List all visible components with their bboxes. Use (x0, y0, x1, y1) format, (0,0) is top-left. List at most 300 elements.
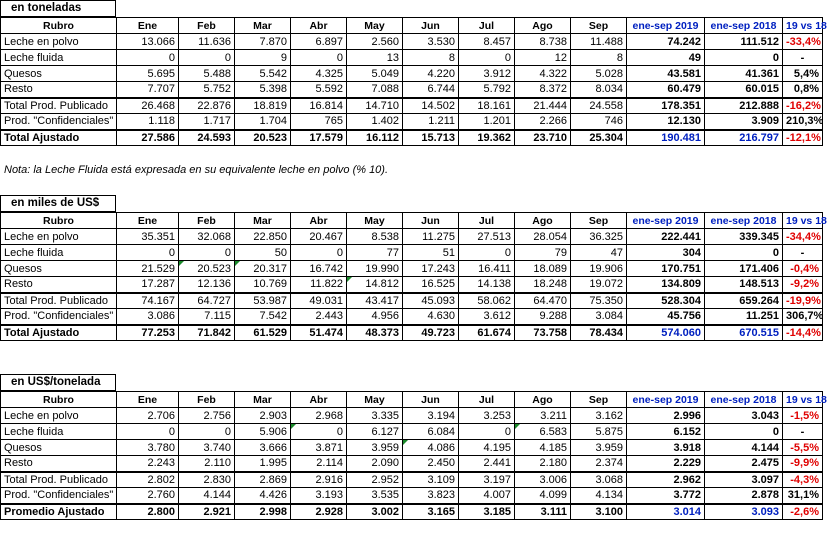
table-cell: 17.243 (403, 261, 459, 277)
table-cell: -2,6% (783, 504, 823, 520)
table-cell: 31,1% (783, 488, 823, 504)
table-row (1, 325, 823, 341)
table-cell: 3.014 (627, 504, 705, 520)
table-cell: 13 (347, 50, 403, 66)
table-cell: 12.130 (627, 114, 705, 130)
table-cell: -14,4% (783, 325, 823, 341)
table-cell: 73.758 (515, 325, 571, 341)
table-cell: 2.090 (347, 456, 403, 472)
table-cell: 4.144 (705, 440, 783, 456)
table-cell: -33,4% (783, 34, 823, 50)
table-cell: 0 (459, 424, 515, 440)
column-header: 19 vs 18 (783, 18, 823, 34)
table-cell: 3.253 (459, 408, 515, 424)
table-cell: 5.695 (117, 66, 179, 82)
table-cell: 45.093 (403, 293, 459, 309)
table-cell: 3.002 (347, 504, 403, 520)
table-cell: 8 (403, 50, 459, 66)
table-cell: 3.612 (459, 309, 515, 325)
row-label: Quesos (1, 66, 117, 82)
column-header: Ago (515, 18, 571, 34)
table-cell: 2.450 (403, 456, 459, 472)
table-cell: 5.049 (347, 66, 403, 82)
table-cell: 77 (347, 245, 403, 261)
table-cell: 6.127 (347, 424, 403, 440)
table-cell: 49.723 (403, 325, 459, 341)
section-title: en miles de US$ (0, 195, 116, 212)
row-label: Total Ajustado (1, 130, 117, 146)
column-header: May (347, 392, 403, 408)
table-cell: 23.710 (515, 130, 571, 146)
table-cell: 6.744 (403, 82, 459, 98)
table-cell: 2.180 (515, 456, 571, 472)
table-cell: 8.372 (515, 82, 571, 98)
table-cell: 48.373 (347, 325, 403, 341)
table-cell: 0 (117, 424, 179, 440)
table-cell: 111.512 (705, 34, 783, 50)
table-cell: 212.888 (705, 98, 783, 114)
table-cell: 4.099 (515, 488, 571, 504)
table-cell: 2.921 (179, 504, 235, 520)
column-header: Ene (117, 213, 179, 229)
table-cell: 21.444 (515, 98, 571, 114)
table-cell: 4.134 (571, 488, 627, 504)
table-cell: 22.850 (235, 229, 291, 245)
table-cell: 12 (515, 50, 571, 66)
column-header: ene-sep 2019 (627, 18, 705, 34)
table-cell: 3.959 (571, 440, 627, 456)
table-cell: 3.093 (705, 504, 783, 520)
table-cell: 746 (571, 114, 627, 130)
table-cell: 5,4% (783, 66, 823, 82)
column-header: Mar (235, 392, 291, 408)
row-label: Resto (1, 456, 117, 472)
table-cell: 2.756 (179, 408, 235, 424)
table-cell: 2.800 (117, 504, 179, 520)
table-cell: 2.869 (235, 472, 291, 488)
column-header: Abr (291, 18, 347, 34)
table-row (1, 277, 823, 293)
table-cell: 51.474 (291, 325, 347, 341)
table-cell: 765 (291, 114, 347, 130)
table-cell: 11.488 (571, 34, 627, 50)
table-cell: 0 (179, 50, 235, 66)
column-header: Sep (571, 213, 627, 229)
table-cell: 1.704 (235, 114, 291, 130)
table-cell: 61.674 (459, 325, 515, 341)
table-cell: -12,1% (783, 130, 823, 146)
table-cell: 0 (459, 50, 515, 66)
row-label: Total Prod. Publicado (1, 472, 117, 488)
table-cell: 3.086 (117, 309, 179, 325)
table-cell: 2.243 (117, 456, 179, 472)
header-row (1, 18, 823, 34)
table-cell: 75.350 (571, 293, 627, 309)
table-row (1, 456, 823, 472)
table-cell: 1.402 (347, 114, 403, 130)
column-header: Rubro (1, 213, 117, 229)
table-cell: 1.118 (117, 114, 179, 130)
section-title: en toneladas (0, 0, 116, 17)
table-cell: 2.998 (235, 504, 291, 520)
table-cell: 16.411 (459, 261, 515, 277)
table-row (1, 98, 823, 114)
row-label: Total Ajustado (1, 325, 117, 341)
table-cell: 3.211 (515, 408, 571, 424)
table-cell: 6.084 (403, 424, 459, 440)
table-miles-usd (0, 212, 827, 341)
table-cell: 178.351 (627, 98, 705, 114)
table-cell: -34,4% (783, 229, 823, 245)
table-cell: 1.717 (179, 114, 235, 130)
table-cell: 7.870 (235, 34, 291, 50)
table-cell: 2.878 (705, 488, 783, 504)
table-cell: 5.906 (235, 424, 291, 440)
table-cell: 9.288 (515, 309, 571, 325)
table-cell: -4,3% (783, 472, 823, 488)
table-cell: -1,5% (783, 408, 823, 424)
table-cell: 21.529 (117, 261, 179, 277)
table-cell: 3.006 (515, 472, 571, 488)
table-row (1, 504, 823, 520)
table-cell: 2.968 (291, 408, 347, 424)
table-cell: 528.304 (627, 293, 705, 309)
column-header: Rubro (1, 18, 117, 34)
table-cell: 3.068 (571, 472, 627, 488)
table-cell: 7.088 (347, 82, 403, 98)
table-cell: 2.114 (291, 456, 347, 472)
table-cell: 58.062 (459, 293, 515, 309)
table-cell: 4.426 (235, 488, 291, 504)
table-cell: 6.897 (291, 34, 347, 50)
table-cell: 4.185 (515, 440, 571, 456)
table-cell: 20.523 (235, 130, 291, 146)
table-cell: 5.592 (291, 82, 347, 98)
table-cell: 134.809 (627, 277, 705, 293)
table-cell: 148.513 (705, 277, 783, 293)
row-label: Leche fluida (1, 245, 117, 261)
table-row (1, 293, 823, 309)
table-cell: 49 (627, 50, 705, 66)
table-cell: 4.322 (515, 66, 571, 82)
table-cell: 19.906 (571, 261, 627, 277)
column-header: ene-sep 2018 (705, 18, 783, 34)
table-cell: 11.275 (403, 229, 459, 245)
column-header: Feb (179, 392, 235, 408)
table-cell: 670.515 (705, 325, 783, 341)
table-row (1, 50, 823, 66)
table-cell: -0,4% (783, 261, 823, 277)
table-cell: - (783, 245, 823, 261)
table-cell: 3.909 (705, 114, 783, 130)
column-header: 19 vs 18 (783, 392, 823, 408)
row-label: Quesos (1, 440, 117, 456)
table-row (1, 114, 823, 130)
table-cell: 6.583 (515, 424, 571, 440)
table-cell: 71.842 (179, 325, 235, 341)
table-cell: 3.959 (347, 440, 403, 456)
table-cell: 0 (291, 50, 347, 66)
table-cell: 2.706 (117, 408, 179, 424)
table-cell: 0,8% (783, 82, 823, 98)
table-usd-tonelada (0, 391, 827, 520)
table-cell: 306,7% (783, 309, 823, 325)
table-cell: 14.710 (347, 98, 403, 114)
table-cell: 7.707 (117, 82, 179, 98)
table-cell: 2.560 (347, 34, 403, 50)
column-header: Jun (403, 392, 459, 408)
table-cell: 8.538 (347, 229, 403, 245)
table-cell: 26.468 (117, 98, 179, 114)
table-cell: 3.772 (627, 488, 705, 504)
table-cell: 1.201 (459, 114, 515, 130)
table-cell: 4.144 (179, 488, 235, 504)
table-cell: 4.220 (403, 66, 459, 82)
table-cell: 4.007 (459, 488, 515, 504)
table-cell: 64.727 (179, 293, 235, 309)
table-cell: 9 (235, 50, 291, 66)
table-cell: 22.876 (179, 98, 235, 114)
table-cell: 5.542 (235, 66, 291, 82)
table-cell: - (783, 424, 823, 440)
table-row (1, 424, 823, 440)
table-row (1, 130, 823, 146)
column-header: Sep (571, 392, 627, 408)
table-cell: 4.195 (459, 440, 515, 456)
column-header: May (347, 18, 403, 34)
column-header: Jul (459, 18, 515, 34)
table-cell: 49.031 (291, 293, 347, 309)
table-cell: 78.434 (571, 325, 627, 341)
table-cell: 3.109 (403, 472, 459, 488)
table-cell: 1.995 (235, 456, 291, 472)
table-cell: 6.152 (627, 424, 705, 440)
row-label: Leche fluida (1, 424, 117, 440)
table-cell: 16.814 (291, 98, 347, 114)
table-cell: 16.742 (291, 261, 347, 277)
table-cell: 32.068 (179, 229, 235, 245)
table-cell: 2.802 (117, 472, 179, 488)
row-label: Leche fluida (1, 50, 117, 66)
table-cell: -19,9% (783, 293, 823, 309)
table-cell: 0 (117, 245, 179, 261)
table-cell: 5.488 (179, 66, 235, 82)
table-cell: 4.086 (403, 440, 459, 456)
table-cell: 14.502 (403, 98, 459, 114)
table-cell: 53.987 (235, 293, 291, 309)
table-cell: 2.916 (291, 472, 347, 488)
row-label: Quesos (1, 261, 117, 277)
table-cell: 2.952 (347, 472, 403, 488)
table-cell: 3.780 (117, 440, 179, 456)
table-toneladas (0, 17, 827, 146)
column-header: Jul (459, 213, 515, 229)
table-cell: 4.325 (291, 66, 347, 82)
table-cell: 51 (403, 245, 459, 261)
table-cell: 18.161 (459, 98, 515, 114)
row-label: Promedio Ajustado (1, 504, 117, 520)
table-cell: 28.054 (515, 229, 571, 245)
table-cell: 8.034 (571, 82, 627, 98)
column-header: 19 vs 18 (783, 213, 823, 229)
table-row (1, 66, 823, 82)
table-cell: 3.918 (627, 440, 705, 456)
table-cell: 19.362 (459, 130, 515, 146)
section-title: en US$/tonelada (0, 374, 116, 391)
table-cell: 3.194 (403, 408, 459, 424)
table-cell: 27.513 (459, 229, 515, 245)
table-cell: 0 (291, 424, 347, 440)
table-cell: 74.167 (117, 293, 179, 309)
table-cell: 74.242 (627, 34, 705, 50)
table-cell: 5.792 (459, 82, 515, 98)
table-cell: 7.542 (235, 309, 291, 325)
row-label: Prod. "Confidenciales" (1, 114, 117, 130)
table-cell: 12.136 (179, 277, 235, 293)
column-header: Ene (117, 18, 179, 34)
table-cell: 19.072 (571, 277, 627, 293)
column-header: ene-sep 2019 (627, 213, 705, 229)
table-cell: 10.769 (235, 277, 291, 293)
table-cell: 4.956 (347, 309, 403, 325)
row-label: Total Prod. Publicado (1, 98, 117, 114)
table-cell: 1.211 (403, 114, 459, 130)
column-header: Jun (403, 213, 459, 229)
table-cell: 8 (571, 50, 627, 66)
table-cell: 304 (627, 245, 705, 261)
table-cell: 19.990 (347, 261, 403, 277)
table-cell: 2.903 (235, 408, 291, 424)
table-row (1, 229, 823, 245)
table-cell: 3.185 (459, 504, 515, 520)
table-cell: 24.558 (571, 98, 627, 114)
table-cell: 2.760 (117, 488, 179, 504)
note-text: Nota: la Leche Fluida está expresada en su equivalente leche en polvo (% 10). (4, 164, 389, 176)
table-cell: 3.871 (291, 440, 347, 456)
table-cell: 2.996 (627, 408, 705, 424)
column-header: Feb (179, 18, 235, 34)
column-header: ene-sep 2019 (627, 392, 705, 408)
table-row (1, 245, 823, 261)
table-cell: 2.374 (571, 456, 627, 472)
table-cell: 0 (179, 424, 235, 440)
table-cell: 3.740 (179, 440, 235, 456)
table-cell: 7.115 (179, 309, 235, 325)
table-cell: 79 (515, 245, 571, 261)
header-row (1, 213, 823, 229)
table-cell: 4.630 (403, 309, 459, 325)
table-row (1, 472, 823, 488)
table-cell: 64.470 (515, 293, 571, 309)
table-cell: 3.043 (705, 408, 783, 424)
table-cell: 5.028 (571, 66, 627, 82)
table-cell: 210,3% (783, 114, 823, 130)
table-cell: 2.443 (291, 309, 347, 325)
table-cell: -9,9% (783, 456, 823, 472)
table-cell: 0 (117, 50, 179, 66)
row-label: Prod. "Confidenciales" (1, 309, 117, 325)
table-cell: 2.475 (705, 456, 783, 472)
table-cell: 2.441 (459, 456, 515, 472)
column-header: Abr (291, 392, 347, 408)
table-cell: 3.165 (403, 504, 459, 520)
table-cell: 36.325 (571, 229, 627, 245)
row-label: Leche en polvo (1, 34, 117, 50)
table-cell: 16.112 (347, 130, 403, 146)
table-cell: 3.100 (571, 504, 627, 520)
table-cell: 2.266 (515, 114, 571, 130)
table-cell: 60.015 (705, 82, 783, 98)
table-cell: 171.406 (705, 261, 783, 277)
table-row (1, 408, 823, 424)
table-cell: 0 (459, 245, 515, 261)
table-cell: -16,2% (783, 98, 823, 114)
table-cell: 11.822 (291, 277, 347, 293)
column-header: Feb (179, 213, 235, 229)
table-cell: 2.229 (627, 456, 705, 472)
table-cell: 3.823 (403, 488, 459, 504)
table-cell: 5.398 (235, 82, 291, 98)
row-label: Resto (1, 277, 117, 293)
table-cell: 2.962 (627, 472, 705, 488)
column-header: Ene (117, 392, 179, 408)
table-cell: 50 (235, 245, 291, 261)
table-cell: 11.251 (705, 309, 783, 325)
table-cell: 61.529 (235, 325, 291, 341)
table-cell: 17.579 (291, 130, 347, 146)
table-cell: 339.345 (705, 229, 783, 245)
table-cell: 3.162 (571, 408, 627, 424)
table-cell: 27.586 (117, 130, 179, 146)
table-cell: 2.830 (179, 472, 235, 488)
table-row (1, 488, 823, 504)
column-header: Mar (235, 213, 291, 229)
table-cell: 47 (571, 245, 627, 261)
table-cell: 60.479 (627, 82, 705, 98)
row-label: Leche en polvo (1, 229, 117, 245)
column-header: ene-sep 2018 (705, 213, 783, 229)
column-header: Jun (403, 18, 459, 34)
table-cell: 11.636 (179, 34, 235, 50)
table-cell: 0 (705, 50, 783, 66)
table-cell: 2.928 (291, 504, 347, 520)
table-cell: 659.264 (705, 293, 783, 309)
table-row (1, 440, 823, 456)
table-cell: 14.138 (459, 277, 515, 293)
table-cell: 0 (179, 245, 235, 261)
column-header: ene-sep 2018 (705, 392, 783, 408)
table-cell: 3.666 (235, 440, 291, 456)
table-cell: 3.535 (347, 488, 403, 504)
table-cell: 35.351 (117, 229, 179, 245)
column-header: Jul (459, 392, 515, 408)
column-header: May (347, 213, 403, 229)
table-cell: 18.248 (515, 277, 571, 293)
column-header: Abr (291, 213, 347, 229)
table-cell: 45.756 (627, 309, 705, 325)
table-cell: 0 (705, 245, 783, 261)
table-cell: 3.084 (571, 309, 627, 325)
table-cell: 3.097 (705, 472, 783, 488)
table-cell: 3.912 (459, 66, 515, 82)
table-cell: 13.066 (117, 34, 179, 50)
table-cell: 15.713 (403, 130, 459, 146)
row-label: Resto (1, 82, 117, 98)
table-cell: - (783, 50, 823, 66)
table-cell: 2.110 (179, 456, 235, 472)
table-cell: 3.193 (291, 488, 347, 504)
table-cell: 574.060 (627, 325, 705, 341)
